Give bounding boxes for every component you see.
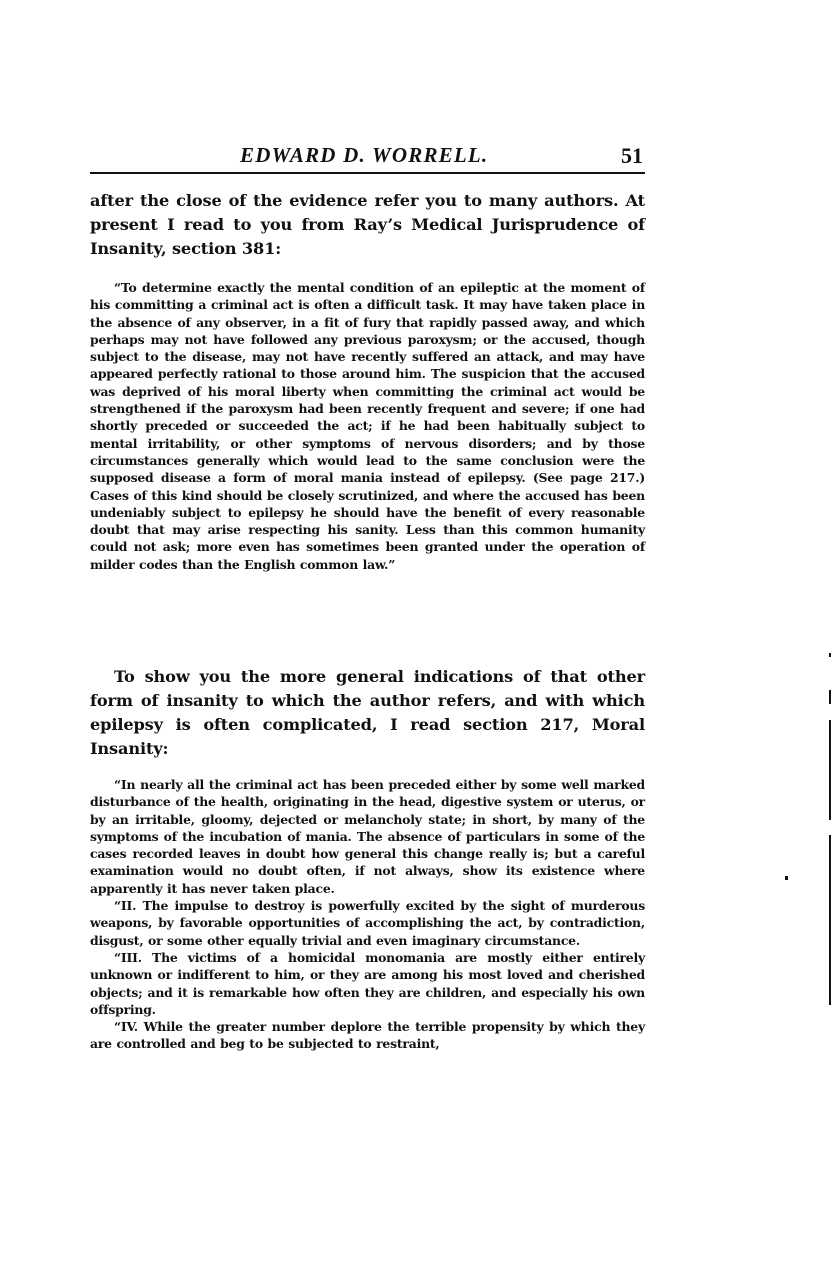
scan-edge-mark [829, 690, 831, 704]
scan-edge-mark [829, 653, 831, 657]
scan-edge-line [829, 720, 831, 820]
block-quote-section-381: “To determine exactly the mental condition of an epileptic at the moment of his committing a criminal act is often a difficult task. It may have taken place in the absence of any observer, in a fit of fury that rapidly passed away, and which perhaps may not have followed any previous paroxysm; or the accused, though subject to the disease, may not have recently suffered an attack, and may have appeared perfectly rational to those around him. The suspicion that the accused was deprived of his moral liberty when committing the criminal act would be strengthened if the paroxysm had been recently frequent and severe; if one had shortly preceded or succeeded the act; if he had been habitually subject to mental irritability, or other symptoms of nervous disorders; and by those circumstances generally which would lead to the same conclusion were the supposed disease a form of moral mania instead of epilepsy. (See page 217.) Cases of this kind should be closely scrutinized, and where the accused has been undeniably subject to epilepsy he should have the benefit of every reasonable doubt that may arise respecting his sanity. Less than this common humanity could not ask; more even has sometimes been granted under the operation of milder codes than the English common law.” [90, 280, 645, 572]
running-title: EDWARD D. WORRELL. [240, 143, 489, 167]
quote-paragraph: “IV. While the greater number deplore the terrible propensity by which they are controlled and beg to be subjected to restraint, [90, 1019, 645, 1052]
body-paragraph: To show you the more general indications of that other form of insanity to which the author refers, and with which epilepsy is often complicated, I read section 217, Moral Insanity: [90, 667, 645, 758]
running-header [90, 143, 645, 173]
body-paragraph: after the close of the evidence refer you to many authors. At present I read to you from Ray’s Medical Jurisprudence of Insanity, section 381: [90, 191, 645, 258]
quote-paragraph: “In nearly all the criminal act has been preceded either by some well marked disturbance of the health, originating in the head, digestive system or uterus, or by an irritable, gloomy, dejected or melancholy state; in short, by many of the symptoms of the incubation of mania. The absence of particulars in some of the cases recorded leaves in doubt how general this change really is; but a careful examination would no doubt often, if not always, show its existence where apparently it has never taken place. [90, 777, 645, 896]
block-quote-section-217 [90, 776, 645, 1053]
scan-speck [785, 876, 788, 880]
quote-paragraph: “III. The victims of a homicidal monomania are mostly either entirely unknown or indifferent to him, or they are among his most loved and cherished objects; and it is remarkable how often they are children, and especially his own offspring. [90, 949, 645, 1017]
page-number: 51 [621, 143, 643, 168]
header-rule [90, 172, 645, 174]
quote-paragraph: “II. The impulse to destroy is powerfully excited by the sight of murderous weapons, by favorable opportunities of accomplishing the act, by contradiction, disgust, or some other equally trivial and even imaginary circumstance. [90, 898, 645, 948]
scan-edge-line [829, 835, 831, 1005]
